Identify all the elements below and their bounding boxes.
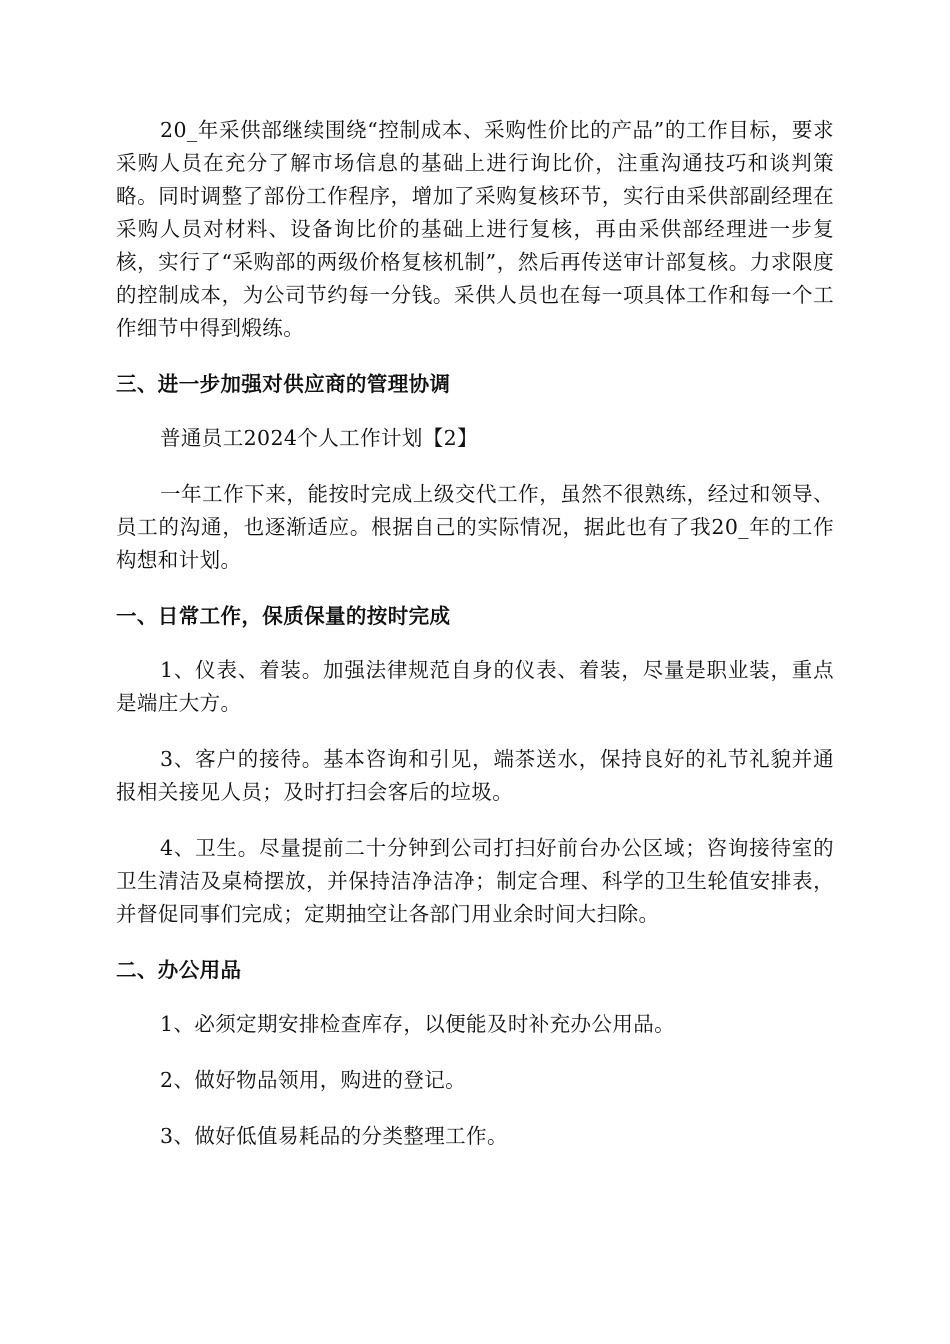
paragraph-reception: 3、客户的接待。基本咨询和引见，端茶送水，保持良好的礼节礼貌并通报相关接见人员；及时打扫会客后的垃圾。 — [116, 747, 834, 804]
heading-daily-work: 一、日常工作，保质保量的按时完成 — [116, 604, 451, 628]
paragraph-item-registration: 2、做好物品领用，购进的登记。 — [160, 1068, 467, 1092]
spacer — [116, 401, 834, 422]
spacer — [116, 345, 834, 368]
spacer — [116, 633, 834, 654]
spacer — [116, 577, 834, 600]
spacer — [116, 931, 834, 954]
heading-office-supplies: 二、办公用品 — [116, 958, 242, 982]
spacer — [116, 1041, 834, 1064]
spacer — [116, 455, 834, 478]
spacer — [116, 809, 834, 832]
spacer — [116, 1097, 834, 1120]
heading-supplier-management: 三、进一步加强对供应商的管理协调 — [116, 372, 451, 396]
paragraph-year-summary: 一年工作下来，能按时完成上级交代工作，虽然不很熟练，经过和领导、员工的沟通，也逐渐适应。根据自己的实际情况，据此也有了我20_年的工作构想和计划。 — [116, 482, 834, 572]
spacer — [116, 987, 834, 1008]
paragraph-hygiene: 4、卫生。尽量提前二十分钟到公司打扫好前台办公区域；咨询接待室的卫生清洁及桌椅摆放，并保持洁净洁净；制定合理、科学的卫生轮值安排表，并督促同事们完成；定期抽空让各部门用业余时间大扫除。 — [116, 836, 834, 926]
paragraph-appearance: 1、仪表、着装。加强法律规范自身的仪表、着装，尽量是职业装，重点是端庄大方。 — [116, 658, 834, 715]
spacer — [116, 720, 834, 743]
paragraph-cost-control: 20_年采供部继续围绕“控制成本、采购性价比的产品”的工作目标，要求采购人员在充分了解市场信息的基础上进行询比价，注重沟通技巧和谈判策略。同时调整了部份工作程序，增加了采购复核环节，实行由采供部副经理在采购人员对材料、设备询比价的基础上进行复核，再由采供部经理进一步复核，实行了“采购部的两级价格复核机制”，然后再传送审计部复核。力求限度的控制成本，为公司节约每一分钱。采供人员也在每一项具体工作和每一个工作细节中得到煅练。 — [116, 118, 834, 340]
paragraph-consumables: 3、做好低值易耗品的分类整理工作。 — [160, 1124, 508, 1148]
paragraph-inventory-check: 1、必须定期安排检查库存，以便能及时补充办公用品。 — [160, 1012, 676, 1036]
paragraph-plan-title: 普通员工2024个人工作计划【2】 — [160, 426, 479, 450]
document-body — [116, 114, 834, 1153]
